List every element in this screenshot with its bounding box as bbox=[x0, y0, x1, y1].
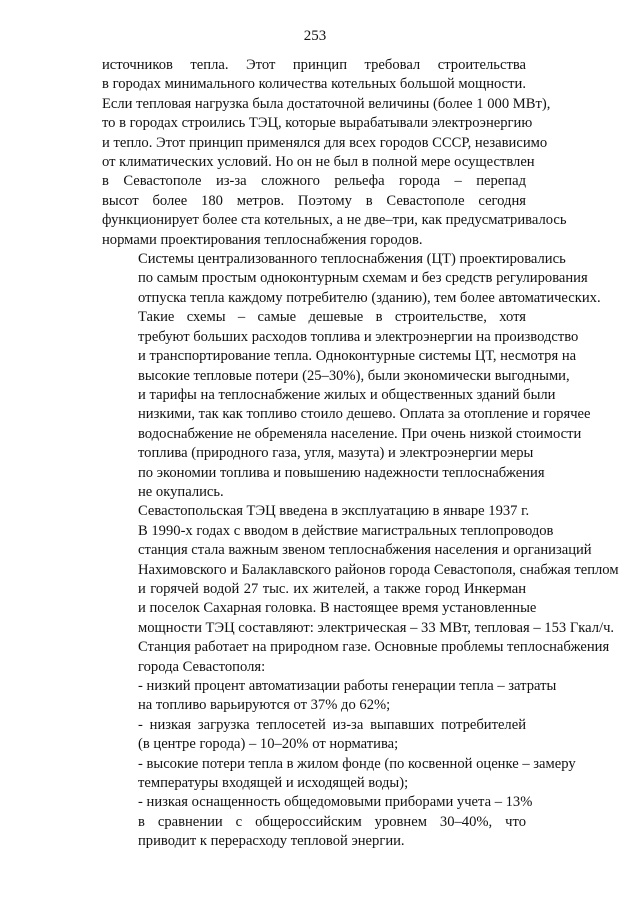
paragraph bbox=[102, 716, 526, 755]
text-line: Такие схемы – самые дешевые в строительстве, хотя bbox=[138, 309, 526, 326]
page-number: 253 bbox=[303, 28, 327, 44]
text-line: - низкая загрузка теплосетей из-за выпавших потребителей bbox=[138, 716, 526, 733]
text-line: - низкая оснащенность общедомовыми приборами учета – 13% bbox=[138, 794, 533, 811]
text-line: в сравнении с общероссийским уровнем 30–40%, что bbox=[138, 813, 526, 830]
paragraph bbox=[102, 250, 601, 502]
text-line: температуры входящей и исходящей воды); bbox=[138, 775, 409, 792]
text-line: и тарифы на теплоснабжение жилых и общественных зданий были bbox=[138, 386, 556, 403]
text-line: Если тепловая нагрузка была достаточной величины (более 1 000 МВт), bbox=[102, 95, 551, 112]
paragraph bbox=[102, 56, 567, 250]
text-line: Севастопольская ТЭЦ введена в эксплуатацию в январе 1937 г. bbox=[138, 503, 530, 520]
text-line: мощности ТЭЦ составляют: электрическая – 33 МВт, тепловая – 153 Гкал/ч. bbox=[138, 619, 615, 636]
text-line: и горячей водой 27 тыс. их жителей, а также город Инкерман bbox=[138, 580, 526, 597]
text-line: - низкий процент автоматизации работы генерации тепла – затраты bbox=[138, 678, 557, 694]
paragraph bbox=[102, 755, 576, 794]
text-line: от климатических условий. Но он не был в полной мере осуществлен bbox=[102, 154, 535, 171]
text-line: на топливо варьируются от 37% до 62%; bbox=[138, 697, 391, 714]
text-line: города Севастополя: bbox=[138, 658, 266, 675]
text-line: низкими, так как топливо стоило дешево. Оплата за отопление и горячее bbox=[138, 406, 591, 423]
text-line: функционирует более ста котельных, а не две–три, как предусматривалось bbox=[102, 212, 567, 229]
text-line: в Севастополе из-за сложного рельефа города – перепад bbox=[102, 173, 526, 190]
text-line: источников тепла. Этот принцип требовал строительства bbox=[102, 57, 526, 73]
text-line: высокие тепловые потери (25–30%), были экономически выгодными, bbox=[138, 367, 570, 384]
text-body bbox=[102, 56, 619, 852]
paragraph bbox=[102, 677, 557, 716]
text-line: и тепло. Этот принцип применялся для всех городов СССР, независимо bbox=[102, 134, 548, 151]
text-line: топлива (природного газа, угля, мазута) и электроэнергии меры bbox=[138, 445, 534, 462]
text-line: - высокие потери тепла в жилом фонде (по косвенной оценке – замеру bbox=[138, 755, 576, 772]
text-line: Станция работает на природном газе. Основные проблемы теплоснабжения bbox=[138, 639, 610, 656]
text-line: по самым простым одноконтурным схемам и без средств регулирования bbox=[138, 270, 588, 287]
text-line: требуют больших расходов топлива и электроэнергии на производство bbox=[138, 328, 579, 345]
text-line: и транспортирование тепла. Одноконтурные системы ЦТ, несмотря на bbox=[138, 348, 577, 365]
text-line: В 1990-х годах с вводом в действие магистральных теплопроводов bbox=[138, 522, 554, 539]
text-line: и поселок Сахарная головка. В настоящее время установленные bbox=[138, 600, 537, 617]
text-line: отпуска тепла каждому потребителю (зданию), тем более автоматических. bbox=[138, 289, 601, 306]
paragraph bbox=[102, 502, 619, 677]
text-line: нормами проектирования теплоснабжения городов. bbox=[102, 231, 423, 248]
text-line: не окупались. bbox=[138, 483, 224, 500]
text-line: по экономии топлива и повышению надежности теплоснабжения bbox=[138, 464, 545, 481]
text-line: водоснабжение не обременяла население. При очень низкой стоимости bbox=[138, 425, 582, 442]
text-line: в городах минимального количества котельных большой мощности. bbox=[102, 76, 526, 93]
paragraph bbox=[102, 793, 533, 851]
text-line: Нахимовского и Балаклавского районов города Севастополя, снабжая теплом bbox=[138, 561, 619, 578]
text-line: приводит к перерасходу тепловой энергии. bbox=[138, 833, 405, 850]
text-line: высот более 180 метров. Поэтому в Севастополе сегодня bbox=[102, 192, 526, 209]
text-line: Системы централизованного теплоснабжения (ЦТ) проектировались bbox=[138, 251, 566, 268]
text-line: то в городах строились ТЭЦ, которые вырабатывали электроэнергию bbox=[102, 115, 533, 132]
text-line: (в центре города) – 10–20% от норматива; bbox=[138, 736, 399, 753]
text-line: станция стала важным звеном теплоснабжения населения и организаций bbox=[138, 542, 592, 559]
